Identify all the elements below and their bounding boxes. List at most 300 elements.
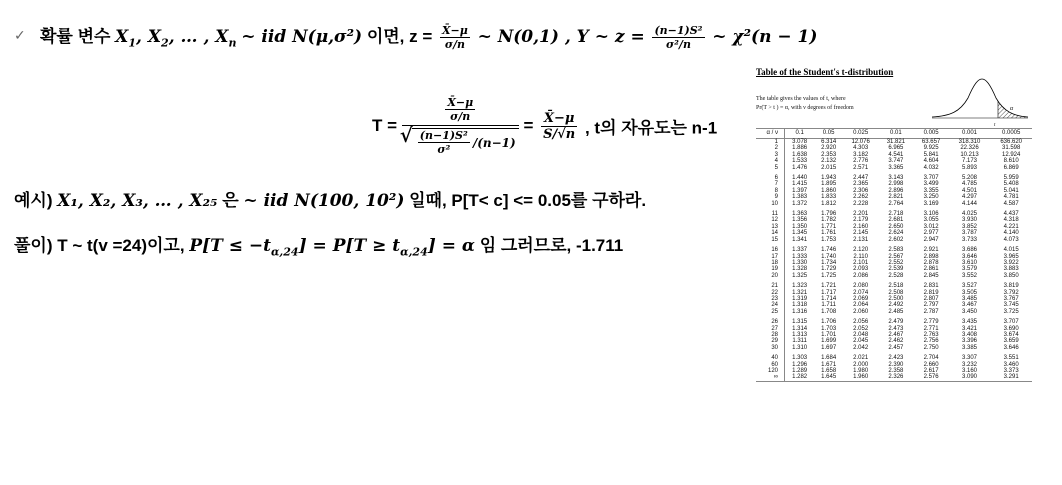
- solution-line: [14, 231, 623, 258]
- critical-value-cell: 6.965: [888, 145, 904, 152]
- y-fraction: [652, 24, 704, 51]
- critical-value-cell: 3.365: [888, 164, 904, 171]
- table-row: [756, 139, 1032, 146]
- critical-value-cell: 2.000: [853, 361, 869, 368]
- critical-value-cell: 1.684: [821, 355, 837, 362]
- critical-value-cell: 3.552: [962, 272, 978, 279]
- iid-normal: ~ iid N(μ,σ²): [241, 27, 363, 47]
- critical-value-cell: 1.440: [792, 175, 808, 182]
- critical-value-cell: 3.250: [923, 194, 939, 201]
- critical-value-cell: 1.753: [821, 236, 837, 243]
- y-denominator: σ²/n: [666, 38, 691, 52]
- critical-value-cell: 3.160: [962, 368, 978, 374]
- critical-value-cell: 2.060: [853, 308, 869, 315]
- critical-value-cell: 1.734: [821, 259, 837, 266]
- critical-value-cell: 2.947: [923, 236, 939, 243]
- critical-value-cell: 7.173: [962, 158, 978, 165]
- checkmark-icon: ✓: [14, 27, 26, 43]
- t-equals: =: [523, 116, 534, 135]
- critical-value-cell: 2.132: [821, 158, 837, 165]
- critical-value-cell: 2.861: [923, 266, 939, 273]
- critical-value-cell: 3.505: [962, 289, 978, 296]
- t-dof-note: , t의 자유도는 n-1: [584, 118, 718, 138]
- df-cell: 11: [756, 211, 785, 217]
- df-cell: 25: [756, 309, 785, 315]
- critical-value-cell: 1.703: [821, 325, 837, 332]
- critical-value-cell: 2.878: [923, 259, 939, 266]
- critical-value-cell: 1.729: [821, 266, 837, 273]
- df-cell: 15: [756, 237, 785, 243]
- df-cell: 29: [756, 338, 785, 344]
- df-cell: 21: [756, 283, 785, 289]
- critical-value-cell: 3.012: [923, 223, 939, 230]
- critical-value-cell: 1.333: [792, 253, 808, 260]
- t-main-denominator: [402, 126, 519, 156]
- df-cell: 19: [756, 266, 785, 272]
- critical-value-cell: 1.761: [821, 230, 837, 237]
- critical-value-cell: 3.421: [962, 325, 978, 332]
- critical-value-cell: 2.120: [853, 247, 869, 254]
- t-distribution-table-figure: [752, 62, 1032, 474]
- critical-value-cell: 5.893: [962, 164, 978, 171]
- critical-value-cell: 3.922: [1003, 259, 1019, 266]
- t-table-body: [756, 139, 1032, 381]
- t-statistic-formula: [372, 96, 717, 156]
- example-distribution: ~ iid N(100, 10²): [243, 191, 405, 211]
- sqrt-expression: [412, 128, 519, 156]
- critical-value-cell: 1.356: [792, 217, 808, 224]
- critical-value-cell: 1.886: [792, 145, 808, 152]
- critical-value-cell: 3.291: [1003, 374, 1019, 381]
- t-inner-denominator: σ/n: [450, 110, 471, 123]
- critical-value-cell: 3.106: [923, 211, 939, 218]
- critical-value-cell: 3.659: [1003, 338, 1019, 345]
- critical-value-cell: 2.052: [853, 325, 869, 332]
- critical-value-cell: 2.718: [888, 211, 904, 218]
- critical-value-cell: 5.041: [1003, 187, 1019, 194]
- critical-value-cell: 1.645: [821, 374, 837, 381]
- df-cell: 26: [756, 319, 785, 325]
- critical-value-cell: 2.074: [853, 289, 869, 296]
- critical-value-cell: 2.101: [853, 259, 869, 266]
- t-main-numerator: [402, 96, 519, 126]
- critical-value-cell: 3.090: [962, 374, 978, 381]
- critical-value-cell: 4.781: [1003, 194, 1019, 201]
- df-cell: 5: [756, 165, 785, 171]
- critical-value-cell: 1.415: [792, 181, 808, 188]
- critical-value-cell: 4.297: [962, 194, 978, 201]
- df-cell: 7: [756, 181, 785, 187]
- sqrt-divisor: /(n−1): [472, 136, 516, 150]
- critical-value-cell: 2.602: [888, 236, 904, 243]
- critical-value-cell: 2.898: [923, 253, 939, 260]
- chi-square-distribution: ~ χ²(n − 1): [712, 27, 818, 47]
- df-cell: 6: [756, 175, 785, 181]
- t-rhs-denominator: S/√n: [543, 126, 576, 142]
- critical-value-cell: 2.508: [888, 289, 904, 296]
- critical-value-cell: 2.500: [888, 295, 904, 302]
- example-particle: 은: [222, 191, 239, 210]
- critical-value-cell: 1.372: [792, 200, 808, 207]
- y-numerator: (n−1)S²: [654, 24, 703, 38]
- critical-value-cell: 3.646: [962, 253, 978, 260]
- t-main-fraction: [402, 96, 519, 156]
- solution-t-dist: T ~ t(v =24)이고,: [57, 236, 185, 255]
- critical-value-cell: 318.310: [958, 139, 981, 145]
- t-rhs-numerator: X̄−μ: [541, 111, 577, 127]
- critical-value-cell: 2.920: [821, 145, 837, 152]
- critical-value-cell: 2.042: [853, 344, 869, 351]
- t-inner-numerator: X̄−μ: [447, 96, 474, 109]
- critical-value-cell: 3.707: [923, 175, 939, 182]
- df-cell: 10: [756, 201, 785, 207]
- df-cell: 8: [756, 188, 785, 194]
- critical-value-cell: 8.610: [1003, 158, 1019, 165]
- critical-value-cell: 2.457: [888, 344, 904, 351]
- critical-value-cell: 4.073: [1003, 236, 1019, 243]
- critical-value-cell: 3.055: [923, 217, 939, 224]
- critical-value-cell: 2.262: [853, 194, 869, 201]
- critical-value-cell: 2.528: [888, 272, 904, 279]
- random-variables: $X_1$, $X_2$, … , $X_n$: [115, 27, 237, 50]
- df-cell: 1: [756, 139, 785, 146]
- critical-value-cell: 2.776: [853, 158, 869, 165]
- df-cell: 2: [756, 145, 785, 151]
- critical-value-cell: 2.807: [923, 295, 939, 302]
- critical-value-cell: 4.541: [888, 151, 904, 158]
- df-cell: 17: [756, 254, 785, 260]
- critical-value-cell: 1.315: [792, 319, 808, 326]
- critical-value-cell: 2.131: [853, 236, 869, 243]
- critical-value-cell: 2.756: [923, 338, 939, 345]
- t-inner-fraction: [445, 96, 475, 123]
- critical-value-cell: 3.307: [962, 355, 978, 362]
- alpha-header: 0.025: [843, 129, 878, 139]
- critical-value-cell: 1.697: [821, 344, 837, 351]
- alpha-header: 0.001: [949, 129, 991, 139]
- critical-value-cell: 1.330: [792, 259, 808, 266]
- critical-value-cell: 2.056: [853, 319, 869, 326]
- example-question: 일때, P[T< c] <= 0.05를 구하라.: [409, 191, 647, 210]
- critical-value-cell: 3.396: [962, 338, 978, 345]
- critical-value-cell: 9.925: [923, 145, 939, 152]
- df-cell: 22: [756, 290, 785, 296]
- critical-value-cell: 2.228: [853, 200, 869, 207]
- critical-value-cell: 1.714: [821, 295, 837, 302]
- critical-value-cell: 2.365: [853, 181, 869, 188]
- example-sequence: X₁, X₂, X₃, … , X₂₅: [57, 191, 218, 211]
- critical-value-cell: 3.674: [1003, 331, 1019, 338]
- critical-value-cell: 2.797: [923, 302, 939, 309]
- critical-value-cell: 2.518: [888, 283, 904, 290]
- alpha-nu-header: α / ν: [756, 129, 785, 139]
- critical-value-cell: 3.435: [962, 319, 978, 326]
- critical-value-cell: 1.895: [821, 181, 837, 188]
- critical-value-cell: 2.624: [888, 230, 904, 237]
- critical-value-cell: 2.539: [888, 266, 904, 273]
- critical-value-cell: 2.048: [853, 331, 869, 338]
- critical-value-cell: 31.821: [886, 139, 906, 145]
- critical-value-cell: 1.833: [821, 194, 837, 201]
- critical-value-cell: 4.032: [923, 164, 939, 171]
- critical-value-cell: 1.771: [821, 223, 837, 230]
- critical-value-cell: 2.845: [923, 272, 939, 279]
- critical-value-cell: 3.527: [962, 283, 978, 290]
- z-numerator: X̄−μ: [442, 24, 468, 38]
- table-title: Table of the Student's t-distribution: [756, 67, 894, 77]
- critical-value-cell: 2.650: [888, 223, 904, 230]
- critical-value-cell: 2.179: [853, 217, 869, 224]
- critical-value-cell: 2.787: [923, 308, 939, 315]
- critical-value-cell: 2.064: [853, 302, 869, 309]
- tail-alpha-label: α: [1010, 106, 1014, 112]
- distribution-curve-icon: [930, 76, 1030, 131]
- critical-value-cell: 2.160: [853, 223, 869, 230]
- table-description: The table gives the values of t, where Pr(T > t ) = α, with ν degrees of freedom: [756, 96, 854, 111]
- critical-value-cell: 1.725: [821, 272, 837, 279]
- critical-value-cell: 2.492: [888, 302, 904, 309]
- df-cell: 12: [756, 217, 785, 223]
- critical-value-cell: 1.796: [821, 211, 837, 218]
- critical-value-cell: 4.604: [923, 158, 939, 165]
- critical-value-cell: 2.681: [888, 217, 904, 224]
- alpha-header: 0.05: [814, 129, 843, 139]
- df-cell: 27: [756, 326, 785, 332]
- critical-value-cell: 3.646: [1003, 344, 1019, 351]
- critical-value-cell: 3.355: [923, 187, 939, 194]
- critical-value-cell: 1.328: [792, 266, 808, 273]
- critical-value-cell: 2.462: [888, 338, 904, 345]
- critical-value-cell: 1.363: [792, 211, 808, 218]
- critical-value-cell: 2.571: [853, 164, 869, 171]
- t-table: [756, 128, 1032, 382]
- critical-value-cell: 2.306: [853, 187, 869, 194]
- critical-value-cell: 3.385: [962, 344, 978, 351]
- critical-value-cell: 2.423: [888, 355, 904, 362]
- critical-value-cell: 31.598: [1001, 145, 1021, 152]
- solution-answer: 임 그러므로, -1.711: [479, 236, 624, 255]
- critical-value-cell: 1.289: [792, 368, 808, 374]
- critical-value-cell: 1.721: [821, 283, 837, 290]
- critical-value-cell: 4.025: [962, 211, 978, 218]
- critical-value-cell: 4.785: [962, 181, 978, 188]
- critical-value-cell: 1.701: [821, 331, 837, 338]
- critical-value-cell: 3.408: [962, 331, 978, 338]
- critical-value-cell: 1.960: [853, 374, 869, 381]
- critical-value-cell: 1.782: [821, 217, 837, 224]
- critical-value-cell: 2.467: [888, 331, 904, 338]
- critical-t-label: t: [994, 123, 996, 128]
- critical-value-cell: 1.943: [821, 175, 837, 182]
- critical-value-cell: 1.397: [792, 187, 808, 194]
- critical-value-cell: 4.221: [1003, 223, 1019, 230]
- critical-value-cell: 3.883: [1003, 266, 1019, 273]
- critical-value-cell: 1.310: [792, 344, 808, 351]
- critical-value-cell: 3.852: [962, 223, 978, 230]
- critical-value-cell: 1.740: [821, 253, 837, 260]
- critical-value-cell: 1.350: [792, 223, 808, 230]
- df-cell: 120: [756, 368, 785, 374]
- df-cell: 40: [756, 355, 785, 361]
- critical-value-cell: 2.045: [853, 338, 869, 345]
- critical-value-cell: 2.771: [923, 325, 939, 332]
- df-cell: 60: [756, 362, 785, 368]
- critical-value-cell: 3.551: [1003, 355, 1019, 362]
- critical-value-cell: 2.485: [888, 308, 904, 315]
- critical-value-cell: 3.499: [923, 181, 939, 188]
- critical-value-cell: 1.717: [821, 289, 837, 296]
- df-cell: 4: [756, 158, 785, 164]
- sqrt-denominator: σ²: [437, 143, 451, 156]
- df-cell: 13: [756, 224, 785, 230]
- critical-value-cell: 1.321: [792, 289, 808, 296]
- critical-value-cell: 4.140: [1003, 230, 1019, 237]
- example-label: 예시): [14, 191, 53, 210]
- critical-value-cell: 2.353: [821, 151, 837, 158]
- critical-value-cell: 1.316: [792, 308, 808, 315]
- critical-value-cell: 2.704: [923, 355, 939, 362]
- critical-value-cell: 4.587: [1003, 200, 1019, 207]
- critical-value-cell: 2.819: [923, 289, 939, 296]
- critical-value-cell: 2.831: [923, 283, 939, 290]
- critical-value-cell: 1.711: [821, 302, 836, 309]
- critical-value-cell: 2.567: [888, 253, 904, 260]
- critical-value-cell: 3.850: [1003, 272, 1019, 279]
- critical-value-cell: 12.924: [1001, 151, 1021, 158]
- critical-value-cell: 1.282: [792, 374, 808, 381]
- critical-value-cell: 2.080: [853, 283, 869, 290]
- critical-value-cell: 5.408: [1003, 181, 1019, 188]
- solution-probability: $P[T \le -t_{\alpha,24}] = P[T \ge t_{\alpha,24}] = \alpha$: [189, 236, 475, 259]
- critical-value-cell: 3.467: [962, 302, 978, 309]
- df-cell: ∞: [756, 374, 785, 380]
- critical-value-cell: 3.182: [853, 151, 869, 158]
- critical-value-cell: 5.841: [923, 151, 939, 158]
- critical-value-cell: 2.977: [923, 230, 939, 237]
- critical-value-cell: 1.746: [821, 247, 837, 254]
- critical-value-cell: 5.208: [962, 175, 978, 182]
- critical-value-cell: 3.686: [962, 247, 978, 254]
- df-cell: 3: [756, 152, 785, 158]
- df-cell: 24: [756, 302, 785, 308]
- z-distribution: ~ N(0,1) , Y ~ z =: [477, 27, 645, 47]
- critical-value-cell: 1.311: [792, 338, 807, 345]
- critical-value-cell: 6.869: [1003, 164, 1019, 171]
- critical-value-cell: 3.792: [1003, 289, 1019, 296]
- z-denominator: σ/n: [444, 38, 465, 52]
- critical-value-cell: 2.358: [888, 368, 904, 374]
- critical-value-cell: 1.476: [792, 164, 808, 171]
- critical-value-cell: 4.437: [1003, 211, 1019, 218]
- critical-value-cell: 2.764: [888, 200, 904, 207]
- critical-value-cell: 1.533: [792, 158, 808, 165]
- critical-value-cell: 3.690: [1003, 325, 1019, 332]
- solution-label: 풀이): [14, 236, 53, 255]
- critical-value-cell: 3.460: [1003, 361, 1019, 368]
- example-line: [14, 186, 646, 211]
- critical-value-cell: 3.143: [888, 175, 904, 182]
- critical-value-cell: 2.093: [853, 266, 869, 273]
- critical-value-cell: 3.733: [962, 236, 978, 243]
- critical-value-cell: 1.980: [853, 368, 869, 374]
- critical-value-cell: 4.144: [962, 200, 978, 207]
- critical-value-cell: 1.341: [792, 236, 808, 243]
- df-cell: 18: [756, 260, 785, 266]
- df-cell: 23: [756, 296, 785, 302]
- critical-value-cell: 2.821: [888, 194, 904, 201]
- critical-value-cell: 3.450: [962, 308, 978, 315]
- critical-value-cell: 2.110: [853, 253, 868, 260]
- definition-prefix: 확률 변수: [40, 27, 111, 46]
- critical-value-cell: 1.325: [792, 272, 808, 279]
- critical-value-cell: 1.706: [821, 319, 837, 326]
- df-cell: 9: [756, 194, 785, 200]
- critical-value-cell: 1.337: [792, 247, 808, 254]
- critical-value-cell: 3.232: [962, 361, 978, 368]
- critical-value-cell: 63.657: [921, 139, 941, 145]
- critical-value-cell: 4.015: [1003, 247, 1019, 254]
- critical-value-cell: 2.086: [853, 272, 869, 279]
- critical-value-cell: 2.447: [853, 175, 869, 182]
- critical-value-cell: 3.965: [1003, 253, 1019, 260]
- critical-value-cell: 4.501: [962, 187, 978, 194]
- critical-value-cell: 3.725: [1003, 308, 1019, 315]
- alpha-header: 0.0005: [990, 129, 1032, 139]
- definition-mid: 이면, z =: [366, 27, 433, 46]
- critical-value-cell: 22.326: [960, 145, 979, 152]
- critical-value-cell: 2.021: [853, 355, 869, 362]
- df-cell: 30: [756, 345, 785, 351]
- critical-value-cell: 3.767: [1003, 295, 1019, 302]
- critical-value-cell: 1.699: [821, 338, 837, 345]
- critical-value-cell: 2.552: [888, 259, 904, 266]
- critical-value-cell: 2.473: [888, 325, 904, 332]
- critical-value-cell: 1.296: [792, 361, 808, 368]
- critical-value-cell: 3.485: [962, 295, 978, 302]
- critical-value-cell: 2.145: [853, 230, 869, 237]
- critical-value-cell: 1.318: [792, 302, 808, 309]
- alpha-header: 0.005: [913, 129, 948, 139]
- critical-value-cell: 1.638: [792, 151, 808, 158]
- critical-value-cell: 12.076: [851, 139, 870, 145]
- t-lhs: T =: [372, 116, 398, 135]
- critical-value-cell: 3.707: [1003, 319, 1019, 326]
- definition-line: [40, 22, 817, 51]
- critical-value-cell: 3.930: [962, 217, 978, 224]
- critical-value-cell: 1.860: [821, 187, 837, 194]
- critical-value-cell: 2.763: [923, 331, 939, 338]
- critical-value-cell: 3.747: [888, 158, 904, 165]
- sqrt-numerator: √ (n−1)S²: [419, 129, 468, 142]
- critical-value-cell: 1.812: [821, 200, 837, 207]
- critical-value-cell: 3.373: [1003, 368, 1019, 374]
- critical-value-cell: 2.660: [923, 361, 939, 368]
- table-row: [756, 374, 1032, 380]
- critical-value-cell: 1.313: [792, 331, 808, 338]
- critical-value-cell: 2.998: [888, 181, 904, 188]
- alpha-header: 0.01: [878, 129, 913, 139]
- critical-value-cell: 2.015: [821, 164, 837, 171]
- critical-value-cell: 2.750: [923, 344, 939, 351]
- alpha-header: 0.1: [785, 129, 815, 139]
- critical-value-cell: 3.745: [1003, 302, 1019, 309]
- critical-value-cell: 4.303: [853, 145, 869, 152]
- critical-value-cell: 1.314: [792, 325, 808, 332]
- critical-value-cell: 1.319: [792, 295, 808, 302]
- alpha-header-row: [756, 129, 1032, 139]
- critical-value-cell: 2.201: [853, 211, 869, 218]
- df-cell: 14: [756, 230, 785, 236]
